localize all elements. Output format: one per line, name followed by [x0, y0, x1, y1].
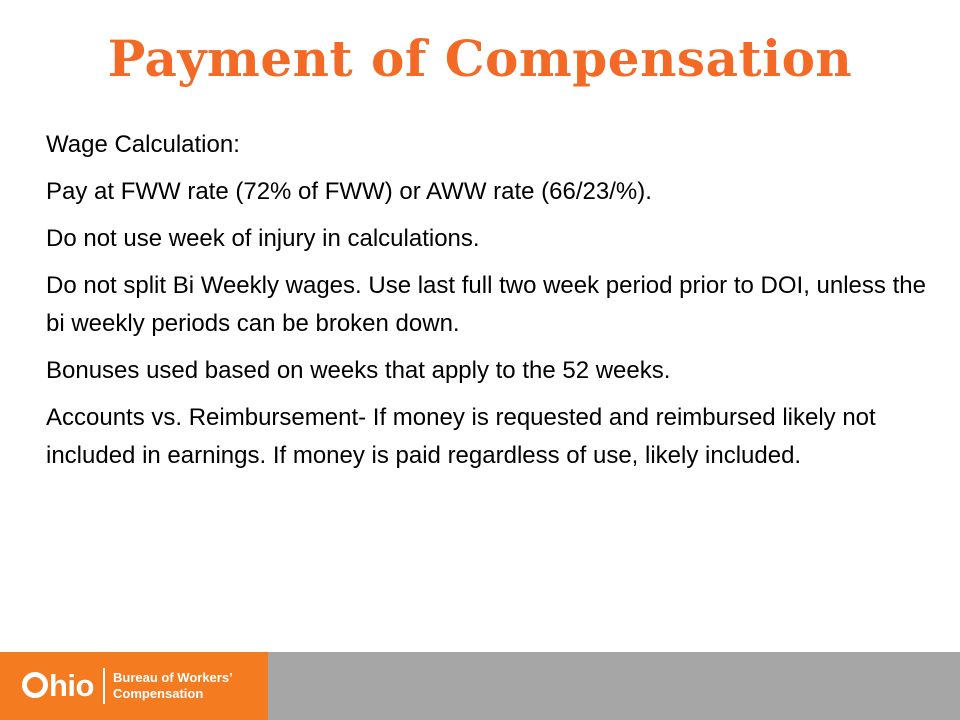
slide-footer [0, 652, 960, 720]
footer-brand-panel [0, 652, 268, 720]
footer-gray-band [268, 652, 960, 720]
body-paragraph-wage-calculation: Wage Calculation: [46, 131, 240, 158]
ohio-wordmark [22, 668, 94, 704]
slide-body [46, 126, 926, 484]
agency-name-line-1: Bureau of Workers’ [113, 670, 233, 685]
body-paragraph-accounts-reimbursement: Accounts vs. Reimbursement- If money is requested and reimbursed likely not included in earnings. If money is paid regardless of use, likely included. [46, 404, 876, 469]
ohio-wordmark-text: hio [49, 668, 94, 703]
body-paragraph-bonuses: Bonuses used based on weeks that apply to the 52 weeks. [46, 357, 671, 384]
agency-name [113, 670, 233, 702]
body-paragraph-week-of-injury: Do not use week of injury in calculations. [46, 225, 480, 252]
agency-name-line-2: Compensation [113, 686, 204, 701]
logo-divider [103, 668, 105, 704]
ohio-o-ring-icon [22, 672, 48, 698]
body-paragraph-biweekly-wages: Do not split Bi Weekly wages. Use last full two week period prior to DOI, unless the bi weekly periods can be broken down. [46, 272, 926, 337]
slide-title: Payment of Compensation [107, 29, 853, 88]
ohio-bwc-logo [22, 666, 233, 706]
body-paragraph-pay-rate: Pay at FWW rate (72% of FWW) or AWW rate (66/23/%). [46, 178, 652, 205]
